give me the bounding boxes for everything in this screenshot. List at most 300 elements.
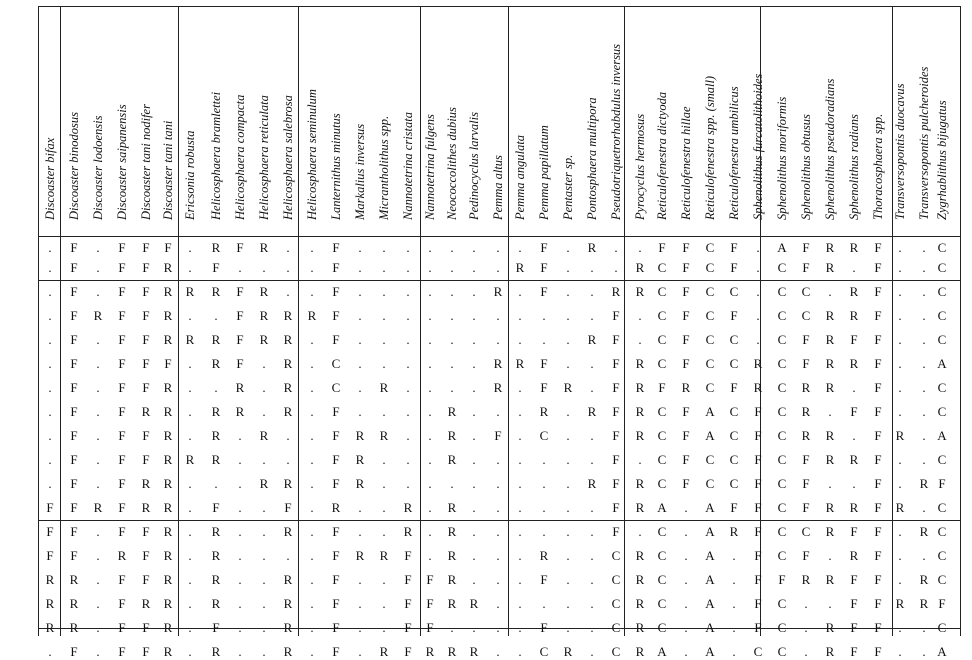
header-species: [843, 14, 865, 234]
header-species: [157, 14, 179, 234]
abundance-cell: F: [236, 308, 244, 323]
abundance-cell: F: [874, 596, 882, 611]
abundance-cell: .: [96, 404, 100, 419]
abundance-cell: .: [732, 596, 736, 611]
abundance-cell: R: [469, 644, 479, 659]
header-species-label: Pemma angulata: [513, 134, 527, 220]
abundance-cell: .: [428, 452, 432, 467]
abundance-cell: R: [849, 452, 859, 467]
abundance-cell: .: [450, 308, 454, 323]
abundance-cell: .: [922, 284, 926, 299]
abundance-cell: R: [801, 404, 811, 419]
abundance-cell: .: [590, 524, 594, 539]
abundance-cell: .: [382, 620, 386, 635]
abundance-cell: F: [118, 404, 126, 419]
abundance-cell: C: [657, 332, 667, 347]
abundance-cell: .: [310, 356, 314, 371]
header-species: [699, 14, 721, 234]
abundance-cell: F: [212, 620, 220, 635]
abundance-cell: C: [777, 500, 787, 515]
header-species-label: Nannotetrina cristata: [401, 112, 415, 220]
abundance-cell: C: [777, 644, 787, 659]
abundance-cell: F: [938, 476, 946, 491]
abundance-cell: C: [705, 240, 715, 255]
header-species-label: Transversopontis duocavus: [893, 83, 907, 220]
abundance-cell: R: [45, 572, 55, 587]
abundance-cell: F: [332, 644, 340, 659]
abundance-cell: F: [118, 260, 126, 275]
abundance-cell: R: [447, 524, 457, 539]
abundance-cell: F: [754, 428, 762, 443]
abundance-cell: .: [472, 572, 476, 587]
abundance-cell: R: [283, 572, 293, 587]
abundance-cell: R: [211, 452, 221, 467]
abundance-cell: .: [496, 524, 500, 539]
abundance-cell: .: [590, 284, 594, 299]
abundance-cell: .: [852, 476, 856, 491]
abundance-cell: F: [118, 332, 126, 347]
abundance-cell: F: [142, 620, 150, 635]
abundance-cell: F: [778, 572, 786, 587]
header-species: [39, 14, 61, 234]
abundance-cell: F: [874, 452, 882, 467]
abundance-cell: F: [754, 476, 762, 491]
abundance-cell: .: [684, 572, 688, 587]
abundance-cell: .: [262, 548, 266, 563]
abundance-cell: .: [518, 404, 522, 419]
abundance-cell: F: [70, 548, 78, 563]
header-species-label: Discoaster lodoensis: [91, 115, 105, 220]
abundance-cell: .: [262, 500, 266, 515]
abundance-cell: C: [777, 596, 787, 611]
abundance-cell: .: [286, 240, 290, 255]
abundance-cell: R: [753, 380, 763, 395]
abundance-cell: .: [566, 476, 570, 491]
header-species-label: Helicosphaera bramlettei: [209, 91, 223, 220]
abundance-cell: C: [331, 380, 341, 395]
abundance-cell: R: [211, 356, 221, 371]
abundance-cell: .: [262, 260, 266, 275]
abundance-cell: A: [657, 500, 667, 515]
abundance-cell: .: [310, 240, 314, 255]
abundance-cell: R: [283, 332, 293, 347]
abundance-cell: .: [566, 284, 570, 299]
abundance-cell: F: [874, 332, 882, 347]
header-species-label: Pedinocyclus larvalis: [467, 112, 481, 220]
abundance-cell: R: [849, 356, 859, 371]
abundance-cell: .: [188, 380, 192, 395]
abundance-cell: F: [730, 260, 738, 275]
abundance-cell: F: [118, 500, 126, 515]
abundance-cell: .: [96, 596, 100, 611]
abundance-cell: R: [447, 428, 457, 443]
abundance-cell: R: [825, 500, 835, 515]
abundance-cell: F: [142, 572, 150, 587]
header-species-label: Pontosphaera multipora: [585, 97, 599, 220]
abundance-cell: F: [850, 572, 858, 587]
abundance-cell: F: [682, 428, 690, 443]
abundance-cell: .: [922, 500, 926, 515]
abundance-cell: R: [635, 260, 645, 275]
abundance-cell: C: [657, 476, 667, 491]
abundance-cell: .: [238, 524, 242, 539]
abundance-cell: F: [142, 644, 150, 659]
abundance-cell: F: [404, 620, 412, 635]
abundance-cell: C: [777, 404, 787, 419]
abundance-cell: .: [828, 476, 832, 491]
abundance-cell: .: [382, 524, 386, 539]
abundance-cell: A: [937, 644, 947, 659]
abundance-cell: F: [70, 332, 78, 347]
abundance-cell: R: [825, 452, 835, 467]
abundance-cell: R: [635, 596, 645, 611]
abundance-cell: C: [777, 308, 787, 323]
header-species: [675, 14, 697, 234]
abundance-cell: .: [48, 308, 52, 323]
header-species-label: Sphenolithus obtusus: [799, 114, 813, 220]
abundance-cell: .: [638, 452, 642, 467]
abundance-cell: R: [185, 452, 195, 467]
abundance-cell: .: [684, 644, 688, 659]
abundance-cell: C: [937, 572, 947, 587]
abundance-cell: R: [379, 548, 389, 563]
abundance-cell: .: [428, 240, 432, 255]
abundance-cell: F: [70, 500, 78, 515]
abundance-cell: .: [684, 548, 688, 563]
abundance-cell: F: [730, 308, 738, 323]
abundance-cell: F: [118, 380, 126, 395]
abundance-cell: F: [118, 452, 126, 467]
abundance-cell: F: [332, 620, 340, 635]
abundance-cell: .: [518, 644, 522, 659]
abundance-cell: .: [428, 428, 432, 443]
abundance-cell: .: [238, 260, 242, 275]
abundance-cell: .: [358, 644, 362, 659]
abundance-cell: .: [238, 500, 242, 515]
abundance-cell: .: [542, 500, 546, 515]
abundance-cell: .: [518, 284, 522, 299]
abundance-cell: .: [262, 356, 266, 371]
abundance-cell: .: [286, 260, 290, 275]
abundance-cell: .: [922, 332, 926, 347]
abundance-cell: F: [754, 524, 762, 539]
abundance-cell: F: [754, 572, 762, 587]
abundance-cell: .: [450, 284, 454, 299]
abundance-cell: .: [922, 404, 926, 419]
abundance-cell: F: [118, 240, 126, 255]
abundance-cell: R: [283, 404, 293, 419]
abundance-cell: R: [825, 260, 835, 275]
abundance-cell: F: [682, 284, 690, 299]
abundance-cell: .: [922, 240, 926, 255]
abundance-cell: F: [236, 356, 244, 371]
abundance-cell: C: [777, 428, 787, 443]
abundance-cell: .: [638, 308, 642, 323]
abundance-cell: .: [188, 524, 192, 539]
abundance-cell: R: [355, 428, 365, 443]
abundance-cell: A: [705, 596, 715, 611]
abundance-cell: R: [539, 548, 549, 563]
abundance-cell: .: [48, 240, 52, 255]
abundance-cell: R: [259, 428, 269, 443]
abundance-cell: C: [729, 476, 739, 491]
abundance-cell: R: [141, 476, 151, 491]
abundance-cell: .: [472, 476, 476, 491]
abundance-cell: .: [898, 572, 902, 587]
abundance-cell: C: [331, 356, 341, 371]
abundance-cell: R: [235, 380, 245, 395]
header-species-label: Lanternithus minutus: [329, 113, 343, 220]
header-species: [723, 14, 745, 234]
abundance-cell: R: [211, 524, 221, 539]
abundance-cell: F: [540, 284, 548, 299]
abundance-cell: .: [358, 404, 362, 419]
abundance-cell: F: [874, 524, 882, 539]
abundance-cell: R: [283, 596, 293, 611]
abundance-cell: F: [754, 404, 762, 419]
abundance-cell: .: [358, 240, 362, 255]
abundance-cell: F: [332, 332, 340, 347]
abundance-cell: F: [142, 428, 150, 443]
abundance-cell: .: [518, 548, 522, 563]
abundance-cell: C: [937, 524, 947, 539]
abundance-cell: R: [163, 428, 173, 443]
abundance-cell: .: [638, 332, 642, 347]
abundance-cell: R: [163, 332, 173, 347]
header-species-label: Pemma altus: [491, 155, 505, 220]
abundance-cell: .: [188, 308, 192, 323]
abundance-cell: F: [142, 524, 150, 539]
abundance-cell: .: [428, 524, 432, 539]
abundance-cell: .: [590, 428, 594, 443]
abundance-cell: .: [472, 240, 476, 255]
abundance-cell: F: [850, 596, 858, 611]
abundance-cell: .: [428, 500, 432, 515]
abundance-cell: C: [937, 240, 947, 255]
abundance-cell: R: [283, 356, 293, 371]
abundance-cell: .: [450, 476, 454, 491]
header-species-label: Reticulofenestra spp. (small): [703, 75, 717, 220]
abundance-cell: .: [518, 308, 522, 323]
abundance-cell: A: [777, 240, 787, 255]
abundance-cell: R: [919, 476, 929, 491]
abundance-cell: C: [729, 452, 739, 467]
abundance-cell: F: [802, 548, 810, 563]
abundance-cell: F: [540, 260, 548, 275]
abundance-cell: R: [259, 240, 269, 255]
abundance-cell: F: [682, 240, 690, 255]
abundance-cell: .: [406, 356, 410, 371]
abundance-cell: .: [472, 380, 476, 395]
abundance-cell: .: [238, 452, 242, 467]
abundance-cell: F: [70, 308, 78, 323]
abundance-cell: F: [118, 308, 126, 323]
abundance-cell: .: [542, 476, 546, 491]
abundance-cell: F: [212, 500, 220, 515]
abundance-cell: C: [937, 452, 947, 467]
abundance-cell: .: [310, 548, 314, 563]
abundance-cell: R: [211, 572, 221, 587]
abundance-cell: F: [142, 284, 150, 299]
abundance-cell: R: [635, 356, 645, 371]
abundance-cell: .: [922, 548, 926, 563]
abundance-cell: .: [428, 404, 432, 419]
abundance-cell: .: [542, 332, 546, 347]
abundance-cell: .: [614, 260, 618, 275]
header-species-label: Discoaster saipanensis: [115, 104, 129, 220]
header-species: [509, 14, 531, 234]
header-species: [441, 14, 463, 234]
abundance-cell: .: [214, 380, 218, 395]
abundance-cell: R: [211, 284, 221, 299]
abundance-cell: .: [358, 500, 362, 515]
abundance-cell: R: [163, 284, 173, 299]
abundance-cell: R: [69, 572, 79, 587]
abundance-cell: F: [142, 260, 150, 275]
abundance-cell: .: [96, 428, 100, 443]
abundance-cell: .: [310, 476, 314, 491]
abundance-cell: .: [188, 548, 192, 563]
abundance-cell: .: [590, 308, 594, 323]
abundance-cell: .: [518, 332, 522, 347]
abundance-cell: .: [188, 620, 192, 635]
abundance-cell: A: [705, 404, 715, 419]
abundance-cell: .: [48, 452, 52, 467]
abundance-cell: .: [96, 240, 100, 255]
abundance-cell: R: [681, 380, 691, 395]
abundance-cell: F: [682, 332, 690, 347]
abundance-cell: C: [801, 308, 811, 323]
abundance-cell: C: [729, 356, 739, 371]
abundance-cell: .: [542, 452, 546, 467]
abundance-cell: F: [874, 356, 882, 371]
abundance-cell: C: [611, 644, 621, 659]
abundance-cell: R: [635, 572, 645, 587]
abundance-cell: .: [188, 572, 192, 587]
abundance-cell: .: [566, 428, 570, 443]
header-species-label: Zygrhablithus bijugatus: [935, 100, 949, 220]
header-species-label: Discoaster tani tani: [161, 120, 175, 220]
abundance-cell: .: [496, 620, 500, 635]
abundance-cell: .: [898, 356, 902, 371]
abundance-cell: .: [566, 620, 570, 635]
abundance-cell: .: [898, 404, 902, 419]
abundance-cell: C: [657, 356, 667, 371]
abundance-cell: F: [212, 260, 220, 275]
abundance-cell: .: [406, 380, 410, 395]
abundance-cell: .: [590, 452, 594, 467]
abundance-cell: C: [657, 428, 667, 443]
abundance-cell: R: [635, 500, 645, 515]
abundance-cell: F: [142, 332, 150, 347]
header-species: [463, 14, 485, 234]
abundance-cell: .: [48, 284, 52, 299]
abundance-cell: .: [48, 428, 52, 443]
abundance-cell: F: [802, 476, 810, 491]
abundance-cell: .: [590, 596, 594, 611]
abundance-cell: .: [566, 596, 570, 611]
abundance-cell: R: [825, 644, 835, 659]
abundance-cell: .: [428, 332, 432, 347]
abundance-cell: F: [540, 356, 548, 371]
abundance-cell: C: [657, 548, 667, 563]
abundance-cell: F: [802, 356, 810, 371]
abundance-cell: R: [283, 476, 293, 491]
abundance-cell: F: [236, 240, 244, 255]
abundance-cell: F: [658, 240, 666, 255]
header-species: [301, 14, 323, 234]
abundance-cell: R: [825, 332, 835, 347]
abundance-cell: .: [310, 500, 314, 515]
abundance-cell: A: [657, 644, 667, 659]
abundance-cell: .: [472, 500, 476, 515]
abundance-cell: .: [214, 476, 218, 491]
abundance-cell: .: [472, 404, 476, 419]
abundance-cell: R: [211, 548, 221, 563]
abundance-cell: R: [895, 596, 905, 611]
abundance-cell: .: [450, 260, 454, 275]
abundance-cell: F: [612, 308, 620, 323]
abundance-cell: R: [211, 404, 221, 419]
abundance-cell: R: [849, 284, 859, 299]
abundance-cell: .: [804, 620, 808, 635]
abundance-cell: .: [472, 548, 476, 563]
abundance-cell: F: [70, 644, 78, 659]
abundance-cell: .: [262, 404, 266, 419]
abundance-cell: .: [358, 620, 362, 635]
abundance-cell: R: [469, 596, 479, 611]
abundance-cell: R: [403, 500, 413, 515]
abundance-cell: .: [566, 240, 570, 255]
abundance-cell: F: [70, 476, 78, 491]
abundance-cell: .: [382, 332, 386, 347]
abundance-cell: .: [922, 308, 926, 323]
header-species: [795, 14, 817, 234]
abundance-cell: .: [804, 644, 808, 659]
abundance-cell: .: [472, 428, 476, 443]
abundance-cell: .: [542, 524, 546, 539]
abundance-cell: .: [406, 428, 410, 443]
abundance-cell: .: [262, 644, 266, 659]
abundance-cell: F: [612, 356, 620, 371]
abundance-cell: R: [211, 428, 221, 443]
abundance-cell: .: [828, 596, 832, 611]
abundance-cell: F: [850, 620, 858, 635]
abundance-cell: F: [142, 356, 150, 371]
abundance-cell: R: [141, 596, 151, 611]
abundance-cell: .: [638, 524, 642, 539]
abundance-cell: .: [382, 476, 386, 491]
abundance-cell: .: [428, 476, 432, 491]
abundance-cell: .: [382, 404, 386, 419]
abundance-cell: C: [753, 644, 763, 659]
abundance-cell: F: [612, 428, 620, 443]
abundance-cell: F: [802, 500, 810, 515]
abundance-cell: .: [358, 572, 362, 587]
abundance-cell: C: [729, 428, 739, 443]
abundance-cell: .: [898, 380, 902, 395]
abundance-cell: F: [70, 404, 78, 419]
abundance-cell: .: [406, 452, 410, 467]
abundance-cell: R: [163, 620, 173, 635]
abundance-cell: C: [937, 284, 947, 299]
abundance-cell: R: [635, 404, 645, 419]
abundance-cell: F: [874, 548, 882, 563]
abundance-cell: .: [96, 548, 100, 563]
abundance-cell: F: [612, 524, 620, 539]
header-species: [931, 14, 953, 234]
abundance-cell: F: [118, 620, 126, 635]
